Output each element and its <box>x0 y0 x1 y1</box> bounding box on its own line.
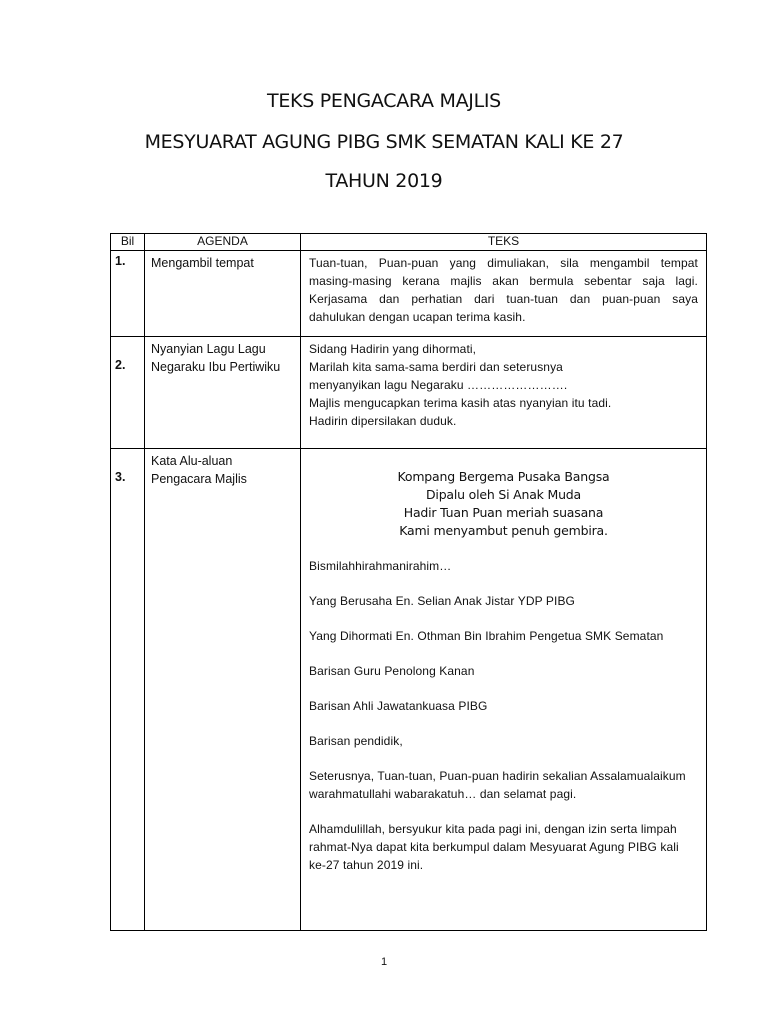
greeting-paragraph: Bismilahhirahmanirahim… <box>309 559 452 573</box>
greeting-paragraph: Barisan Ahli Jawatankuasa PIBG <box>309 699 488 713</box>
pantun-line: Kompang Bergema Pusaka Bangsa <box>397 469 610 484</box>
column-header-teks: TEKS <box>301 234 707 251</box>
column-header-agenda: AGENDA <box>145 234 301 251</box>
teks-line: Sidang Hadirin yang dihormati, <box>309 342 477 356</box>
table-row <box>111 251 707 337</box>
agenda-cell: Mengambil tempat <box>145 251 301 337</box>
teks-line: Marilah kita sama-sama berdiri dan seterusnya <box>309 360 563 374</box>
row-number: 3. <box>111 449 145 931</box>
row-number: 2. <box>111 337 145 449</box>
teks-line: Hadirin dipersilakan duduk. <box>309 414 457 428</box>
greeting-paragraph: Alhamdulillah, bersyukur kita pada pagi ini, dengan izin serta limpah rahmat-Nya dapat kita berkumpul dalam Mesyuarat Agung PIBG kali ke-27 tahun 2019 ini. <box>309 822 679 872</box>
row-number: 1. <box>111 251 145 337</box>
pantun-line: Dipalu oleh Si Anak Muda <box>426 487 581 502</box>
greeting-paragraph: Barisan pendidik, <box>309 734 403 748</box>
greeting-paragraph: Barisan Guru Penolong Kanan <box>309 664 475 678</box>
pantun-line: Hadir Tuan Puan meriah suasana <box>403 505 604 520</box>
agenda-cell: Kata Alu-aluan Pengacara Majlis <box>145 449 301 931</box>
column-header-bil: Bil <box>111 234 145 251</box>
agenda-table <box>110 233 707 931</box>
document-title: TEKS PENGACARA MAJLIS <box>267 90 501 112</box>
agenda-cell: Nyanyian Lagu Lagu Negaraku Ibu Pertiwiku <box>145 337 301 449</box>
table-row <box>111 337 707 449</box>
teks-line: Majlis mengucapkan terima kasih atas nyanyian itu tadi. <box>309 396 612 410</box>
pantun-line: Kami menyambut penuh gembira. <box>399 523 608 538</box>
greeting-paragraph: Yang Berusaha En. Selian Anak Jistar YDP PIBG <box>309 594 575 608</box>
page-number: 1 <box>380 956 388 968</box>
pantun <box>309 468 698 540</box>
teks-cell: Tuan-tuan, Puan-puan yang dimuliakan, sila mengambil tempat masing-masing kerana majlis akan bermula sebentar saja lagi. Kerjasama dan perhatian dari tuan-tuan dan puan-puan saya dahulukan dengan ucapan terima kasih. <box>301 251 707 337</box>
teks-cell <box>301 449 707 931</box>
table-row <box>111 449 707 931</box>
teks-cell <box>301 337 707 449</box>
greeting-paragraph: Yang Dihormati En. Othman Bin Ibrahim Pengetua SMK Sematan <box>309 629 664 643</box>
teks-line: menyanyikan lagu Negaraku ……………………. <box>309 378 568 392</box>
greeting-block <box>309 557 698 874</box>
document-subtitle: MESYUARAT AGUNG PIBG SMK SEMATAN KALI KE 27 <box>144 131 624 153</box>
document-year: TAHUN 2019 <box>325 170 443 192</box>
greeting-paragraph: Seterusnya, Tuan-tuan, Puan-puan hadirin sekalian Assalamualaikum warahmatullahi wabarakatuh… dan selamat pagi. <box>309 769 686 801</box>
table-header-row <box>111 234 707 251</box>
